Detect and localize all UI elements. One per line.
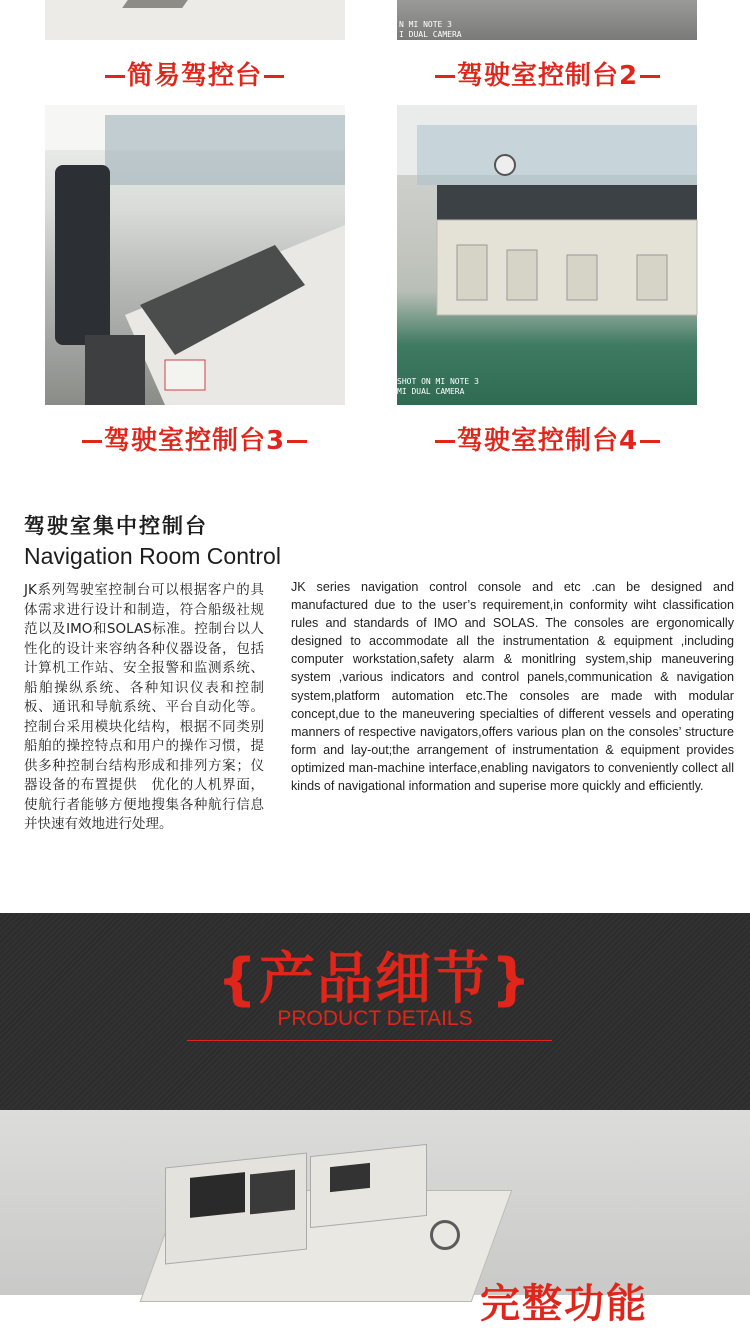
simple-console-photo: [45, 0, 345, 40]
description-en: JK series navigation control console and etc .can be designed and manufactured due to the user’s requirement,in conformity wiht classification rules and standards of IMO and SOLAS. The consoles are ergonomically designed to accommodate all the instrumentation & equipment ,including computer workstation,safety alarm & monitlring system,ship maneuvering system ,various indicators and control panels,communication & navigation system,platform automation etc.The consoles are made with modular concept,due to the maneuvering specialties of different vessels and operating manners of respective navigators,offers various plan on the consoles’ structure form and lay-out;the arrangement of instrumentation & equipment provides optimized man-machine interface,enabling navigators to conveniently collect all kinds of navigational information and superise more quickly and efficiently.: [291, 580, 734, 794]
handwheel-icon: [430, 1220, 460, 1250]
photo-watermark-line: MI DUAL CAMERA: [397, 387, 465, 396]
product-details-title: {产品细节}: [217, 947, 533, 1012]
bridge-console-4-photo: [397, 105, 697, 405]
console-display: [190, 1172, 245, 1218]
product-details-subtitle: PRODUCT DETAILS: [277, 1007, 473, 1030]
bridge-console-2-photo: [397, 0, 697, 40]
description-cn: JK系列驾驶室控制台可以根据客户的具体需求进行设计和制造，符合船级社规范以及IMO和SOLAS标准。控制台以人性化的设计来容纳各种仪器设备，包括计算机工作站、安全报警和监测系统、船舶操纵系统、各种知识仪表和控制板、通讯和导航系统、平台自动化等。控制台采用模块化结构，根据不同类别船舶的操控特点和用户的操作习惯，提供多种控制台结构形成和排列方案；仪器设备的布置提供 优化的人机界面，使航行者能够方便地搜集各种航行信息并快速有效地进行处理。: [24, 582, 264, 832]
console-display: [250, 1170, 295, 1215]
console-display: [330, 1163, 370, 1192]
section-title-en: Navigation Room Control: [24, 543, 281, 569]
caption-bridge-console-4: 驾驶室控制台4: [433, 420, 662, 457]
partial-heading: 完整功能: [480, 1281, 648, 1327]
console-product-image: [0, 1110, 750, 1327]
photo-watermark-line: I DUAL CAMERA: [399, 30, 462, 39]
photo-watermark-line: SHOT ON MI NOTE 3: [397, 377, 479, 386]
caption-bridge-console-3: 驾驶室控制台3: [80, 420, 309, 457]
caption-simple-console: 简易驾控台: [103, 55, 286, 92]
caption-bridge-console-2: 驾驶室控制台2: [433, 55, 662, 92]
divider-line: [187, 1040, 552, 1041]
bridge-console-3-photo: [45, 105, 345, 405]
section-title-cn: 驾驶室集中控制台: [24, 514, 208, 538]
photo-watermark-line: N MI NOTE 3: [399, 20, 452, 29]
